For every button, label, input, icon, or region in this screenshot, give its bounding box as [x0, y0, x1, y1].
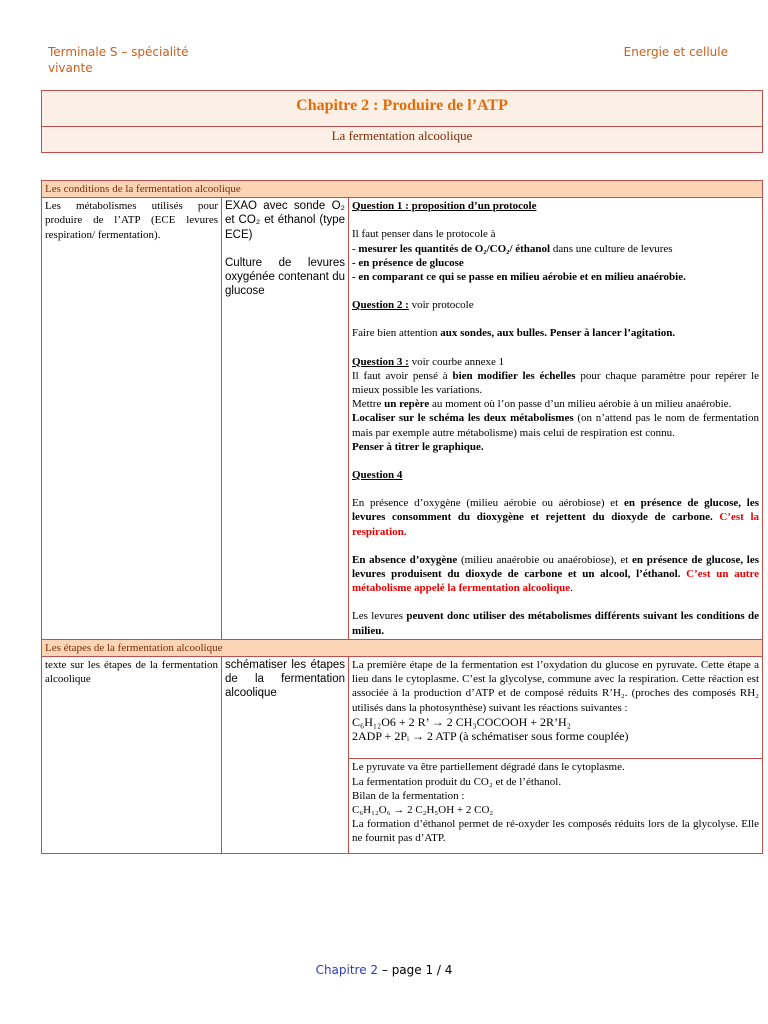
header-left: Terminale S – spécialité vivante — [48, 45, 189, 75]
q1-b1-rest: dans une culture de levures — [550, 242, 673, 255]
q1-intro: Il faut penser dans le protocole à — [352, 228, 496, 241]
equation-2: 2ADP + 2Pᵢ → 2 ATP (à schématiser sous forme couplée) — [352, 729, 629, 744]
q1-b3: - en comparant ce qui se passe en milieu aérobie et en milieu anaérobie. — [352, 271, 686, 284]
equation-1: C₆H₁₂O6 + 2 R’ → 2 CH₃COCOOH + 2R’H₂ — [352, 714, 571, 729]
q4-p2d: C’est un autre métabolisme appelé la fermentation alcoolique — [352, 568, 760, 595]
q4-title: Question 4 — [352, 469, 403, 482]
q3-rest: voir courbe annexe 1 — [408, 355, 505, 368]
section1-row — [42, 198, 763, 640]
q4-p3b: peuvent donc utiliser des métabolismes différents suivant les conditions de milieu. — [352, 610, 760, 637]
section1-col1: Les métabolismes utilisés pour produire de l’ATP (ECE levures respiration/ fermentation). — [42, 198, 222, 640]
bilan-label: Bilan de la fermentation : — [352, 789, 465, 802]
footer-page: – page 1 / 4 — [378, 963, 453, 977]
q4-p1b: en présence de glucose, les levures consomment du dioxygène et rejettent du dioxyde de carbone. — [352, 497, 760, 524]
q1-title: Question 1 : proposition d’un protocole — [352, 200, 537, 213]
q2-p-prefix: Faire bien attention — [352, 327, 441, 340]
glycolyse-text: La première étape de la fermentation est l’oxydation du glucose en pyruvate. Cette étape a lieu dans le cytoplasme. C’est la glycolyse, commune avec la respiration. Cette réaction est associée à la production d’ATP et de composé réduits R’H₂. (proches des composés RH₂ utilisés dans la photosynthèse) suivant les réactions suivantes : — [352, 659, 760, 714]
q4-p3a: Les levures — [352, 610, 407, 623]
section2-col2: schématiser les étapes de la fermentation alcoolique — [222, 657, 349, 854]
production-text: La fermentation produit du CO₂ et de l’éthanol. — [352, 775, 562, 788]
exao-text: EXAO avec sonde O₂ et CO₂ et éthanol (type ECE) — [225, 200, 345, 241]
section2-col1: texte sur les étapes de la fermentation alcoolique — [42, 657, 222, 854]
q3-l2a: Mettre — [352, 398, 385, 411]
q3-l1a: Il faut avoir pensé à — [352, 369, 453, 382]
section-heading-row — [42, 639, 763, 656]
q4-p1c: C’est la respiration. — [352, 511, 760, 538]
q3-title: Question 3 : — [352, 355, 409, 368]
q3-l2b: un repère — [384, 398, 430, 411]
q3-l1c: pour chaque paramètre pour repérer le mieux possible les variations. — [352, 369, 760, 397]
section1-col3 — [349, 198, 763, 640]
section1-col2 — [222, 198, 349, 640]
bilan-equation: C₆H₁₂O₆ → 2 C₂H₅OH + 2 CO₂ — [352, 803, 494, 816]
q2-title: Question 2 : — [352, 299, 409, 312]
q3-l2c: au moment où l’on passe d’un milieu aérobie à un milieu anaérobie. — [429, 398, 732, 411]
section2-heading: Les étapes de la fermentation alcoolique — [42, 639, 763, 656]
q1-b2: - en présence de glucose — [352, 256, 464, 269]
q4-p2c: en présence de glucose, les levures produisent du dioxyde de carbone et un alcool, l’éthanol. — [352, 553, 760, 581]
title-box — [41, 90, 763, 153]
q2-rest: voir protocole — [408, 299, 474, 312]
q4-p2b: (milieu anaérobie ou anaérobiose), et — [457, 553, 632, 566]
q3-l3b: (on n’attend pas le nom de fermentation mais par exemple autre métabolisme) mais celui de respiration est connu. — [352, 412, 760, 439]
q4-p1a: En présence d’oxygène (milieu aérobie ou aérobiose) et — [352, 497, 624, 510]
header-right: Energie et cellule — [623, 45, 728, 59]
footer-chapter: Chapitre 2 — [315, 963, 379, 977]
ethanol-text: La formation d’éthanol permet de ré-oxyder les composés réduits lors de la glycolyse. Elle ne fournit pas d’ATP. — [352, 818, 760, 845]
content-table — [41, 180, 763, 854]
culture-text: Culture de levures oxygénée contenant du glucose — [225, 256, 345, 298]
q3-l4: Penser à titrer le graphique. — [352, 440, 484, 453]
q3-l3a: Localiser sur le schéma les deux métabolismes — [352, 412, 574, 425]
section2-col3-a — [349, 657, 763, 759]
section2-col3-b — [349, 759, 763, 854]
chapter-title: Chapitre 2 : Produire de l’ATP — [42, 91, 762, 127]
q3-l1b: bien modifier les échelles — [452, 369, 576, 382]
section-heading-row — [42, 181, 763, 198]
pyruvate-text: Le pyruvate va être partiellement dégradé dans le cytoplasme. — [352, 761, 625, 774]
section2-row-1 — [42, 657, 763, 759]
q2-p-bold: aux sondes, aux bulles. Penser à lancer l’agitation. — [440, 327, 676, 340]
q4-p2e: . — [570, 582, 573, 595]
page-footer — [0, 963, 768, 977]
section1-heading: Les conditions de la fermentation alcoolique — [42, 181, 763, 198]
q4-p2a: En absence d’oxygène — [352, 553, 458, 566]
q1-b1-prefix: - — [352, 242, 359, 255]
chapter-subtitle: La fermentation alcoolique — [331, 128, 473, 143]
q1-b1-bold: mesurer les quantités de O₂/CO₂/ éthanol — [358, 242, 551, 255]
